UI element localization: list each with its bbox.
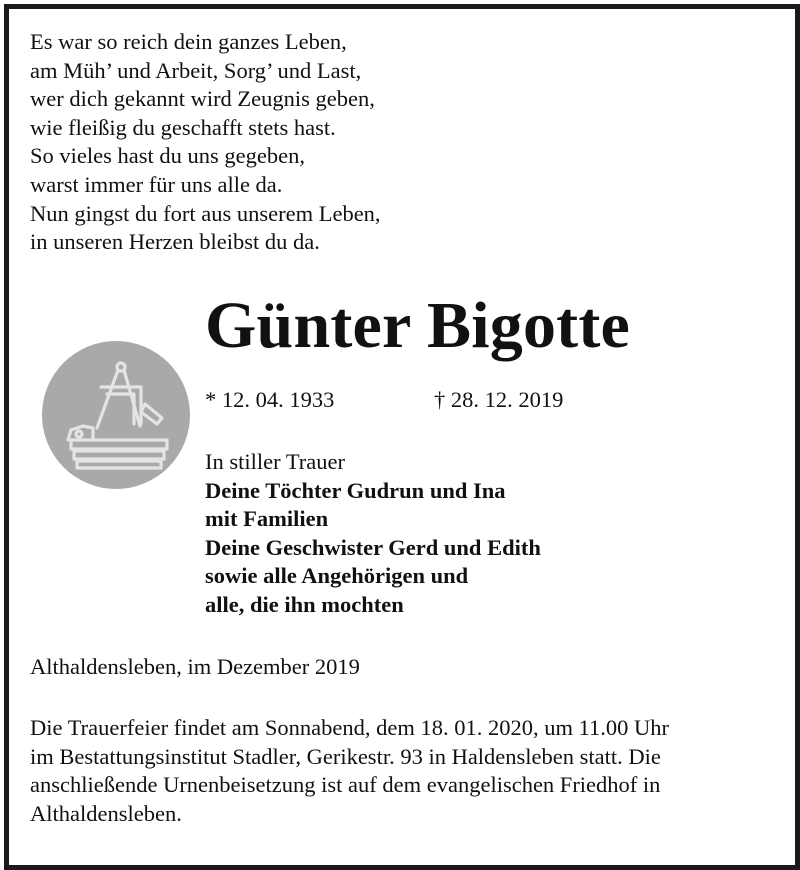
birth-date: * 12. 04. 1933 bbox=[205, 387, 335, 412]
mourner-line: mit Familien bbox=[205, 506, 329, 532]
poem-line: Es war so reich dein ganzes Leben, bbox=[30, 29, 347, 54]
mourner-line: Deine Geschwister Gerd und Edith bbox=[205, 534, 541, 560]
mourner-line: sowie alle Angehörigen und bbox=[205, 563, 469, 589]
poem bbox=[30, 28, 381, 257]
life-dates bbox=[205, 385, 564, 415]
funeral-notice bbox=[30, 714, 764, 828]
mourners-block bbox=[205, 448, 541, 620]
poem-line: warst immer für uns alle da. bbox=[30, 171, 283, 197]
poem-line: in unseren Herzen bleibst du da. bbox=[30, 229, 320, 255]
funeral-line: Althaldensleben. bbox=[30, 800, 182, 826]
funeral-line: im Bestattungsinstitut Stadler, Gerikestr. 93 in Haldensleben statt. Die bbox=[30, 743, 661, 769]
poem-line: So vieles hast du uns gegeben, bbox=[30, 143, 305, 169]
poem-line: Nun gingst du fort aus unserem Leben, bbox=[30, 200, 381, 226]
funeral-line: anschließende Urnenbeisetzung ist auf dem evangelischen Friedhof in bbox=[30, 772, 661, 798]
carpentry-tools-emblem-icon bbox=[41, 340, 191, 490]
death-date: † 28. 12. 2019 bbox=[434, 387, 564, 412]
funeral-line: Die Trauerfeier findet am Sonnabend, dem 18. 01. 2020, um 11.00 Uhr bbox=[30, 715, 670, 740]
mourner-line: Deine Töchter Gudrun und Ina bbox=[205, 477, 506, 503]
poem-line: wie fleißig du geschafft stets hast. bbox=[30, 114, 336, 140]
deceased-name: Günter Bigotte bbox=[205, 289, 631, 362]
poem-line: wer dich gekannt wird Zeugnis geben, bbox=[30, 86, 375, 112]
poem-line: am Müh’ und Arbeit, Sorg’ und Last, bbox=[30, 57, 362, 83]
place-and-date: Althaldensleben, im Dezember 2019 bbox=[30, 654, 360, 679]
mourning-intro: In stiller Trauer bbox=[205, 449, 345, 474]
mourner-line: alle, die ihn mochten bbox=[205, 591, 404, 617]
